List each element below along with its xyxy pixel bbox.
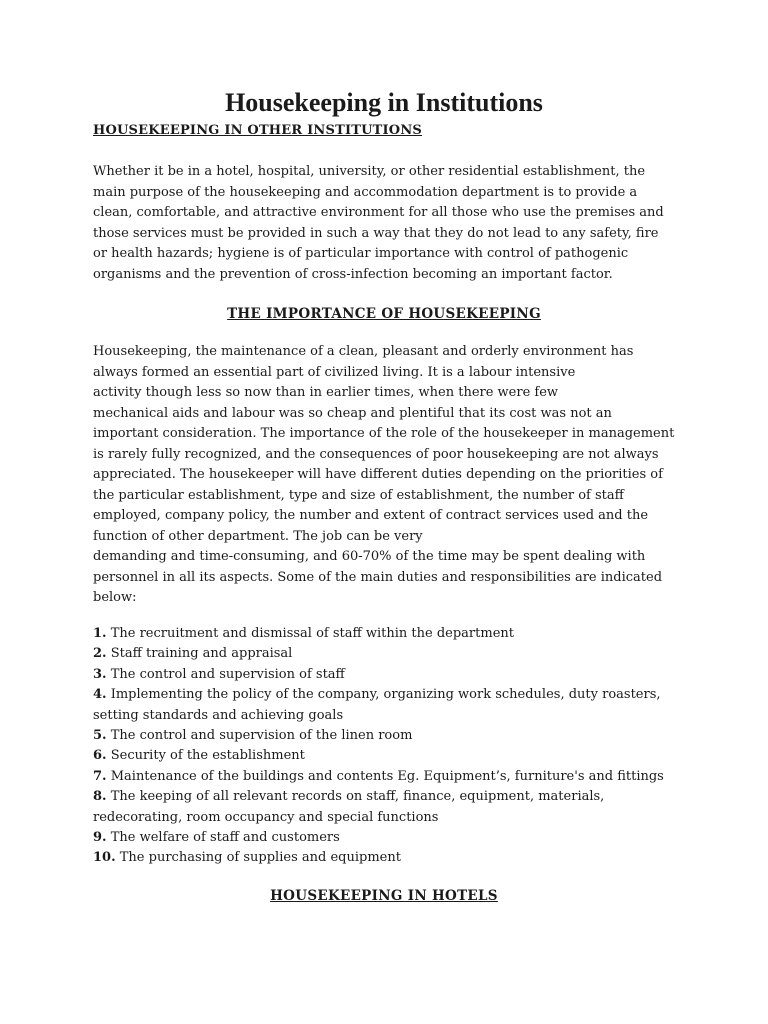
paragraph-line: function of other department. The job can be very bbox=[93, 528, 423, 544]
document-title: Housekeeping in Institutions bbox=[225, 88, 543, 117]
paragraph-line: clean, comfortable, and attractive environment for all those who use the premises and bbox=[93, 205, 664, 220]
list-item-number: 8. bbox=[93, 789, 107, 805]
list-item-text: Staff training and appraisal bbox=[110, 646, 293, 662]
list-item bbox=[93, 726, 683, 746]
list-item-text: setting standards and achieving goals bbox=[93, 707, 344, 723]
paragraph-line: demanding and time-consuming, and 60-70% of the time may be spent dealing with bbox=[93, 549, 646, 564]
paragraph-line: Housekeeping, the maintenance of a clean, pleasant and orderly environment has bbox=[93, 344, 634, 359]
paragraph-line: activity though less so now than in earlier times, when there were few bbox=[93, 385, 559, 400]
list-item-text: Maintenance of the buildings and contents Eg. Equipment’s, furniture's and fittings bbox=[110, 768, 664, 784]
list-item-text: The control and supervision of staff bbox=[110, 666, 345, 682]
list-item bbox=[93, 767, 683, 787]
list-item bbox=[93, 644, 683, 664]
hotels-heading: HOUSEKEEPING IN HOTELS bbox=[270, 888, 498, 904]
paragraph-line: mechanical aids and labour was so cheap and plentiful that its cost was not an bbox=[93, 405, 612, 421]
paragraph-line: below: bbox=[93, 590, 137, 605]
importance-paragraph bbox=[93, 342, 683, 609]
list-item-number: 2. bbox=[93, 646, 107, 662]
list-item bbox=[93, 685, 683, 726]
list-item-number: 7. bbox=[93, 768, 107, 784]
paragraph-line: those services must be provided in such a way that they do not lead to any safety, fire bbox=[93, 225, 659, 241]
paragraph-line: personnel in all its aspects. Some of the main duties and responsibilities are indicated bbox=[93, 569, 663, 585]
paragraph-line: organisms and the prevention of cross-infection becoming an important factor. bbox=[93, 266, 613, 282]
list-item-number: 1. bbox=[93, 626, 107, 641]
list-item-text: redecorating, room occupancy and special functions bbox=[93, 809, 439, 825]
list-item-number: 10. bbox=[93, 850, 116, 866]
list-item-number: 5. bbox=[93, 728, 107, 744]
paragraph-line: always formed an essential part of civilized living. It is a labour intensive bbox=[93, 364, 576, 380]
list-item bbox=[93, 746, 683, 766]
subtitle-heading: HOUSEKEEPING IN OTHER INSTITUTIONS bbox=[93, 123, 423, 138]
paragraph-line: or health hazards; hygiene is of particular importance with control of pathogenic bbox=[93, 246, 629, 261]
list-item-text: Implementing the policy of the company, organizing work schedules, duty roasters, bbox=[110, 687, 661, 703]
list-item-text: The purchasing of supplies and equipment bbox=[119, 850, 401, 866]
paragraph-line: employed, company policy, the number and extent of contract services used and the bbox=[93, 508, 649, 523]
list-item-text: The recruitment and dismissal of staff within the department bbox=[110, 626, 514, 641]
paragraph-line: main purpose of the housekeeping and accommodation department is to provide a bbox=[93, 184, 638, 200]
paragraph-line: appreciated. The housekeeper will have different duties depending on the priorities of bbox=[93, 467, 663, 482]
list-item bbox=[93, 665, 683, 685]
paragraph-line: Whether it be in a hotel, hospital, university, or other residential establishment, the bbox=[93, 164, 646, 179]
list-item-text: The welfare of staff and customers bbox=[110, 830, 340, 846]
list-item bbox=[93, 848, 683, 868]
list-item-text: Security of the establishment bbox=[110, 748, 305, 764]
list-item bbox=[93, 787, 683, 828]
importance-heading: THE IMPORTANCE OF HOUSEKEEPING bbox=[227, 306, 541, 322]
list-item bbox=[93, 624, 683, 644]
paragraph-line: is rarely fully recognized, and the consequences of poor housekeeping are not always bbox=[93, 446, 659, 462]
list-item-text: The keeping of all relevant records on staff, finance, equipment, materials, bbox=[110, 789, 605, 805]
duties-list bbox=[93, 624, 683, 869]
paragraph-line: important consideration. The importance of the role of the housekeeper in management bbox=[93, 426, 675, 441]
list-item-number: 9. bbox=[93, 830, 107, 846]
paragraph-line: the particular establishment, type and size of establishment, the number of staff bbox=[93, 487, 624, 503]
list-item-text: The control and supervision of the linen room bbox=[110, 728, 413, 744]
list-item-number: 4. bbox=[93, 687, 107, 703]
list-item-number: 6. bbox=[93, 748, 107, 764]
list-item bbox=[93, 828, 683, 848]
list-item-number: 3. bbox=[93, 666, 107, 682]
intro-paragraph bbox=[93, 162, 683, 285]
